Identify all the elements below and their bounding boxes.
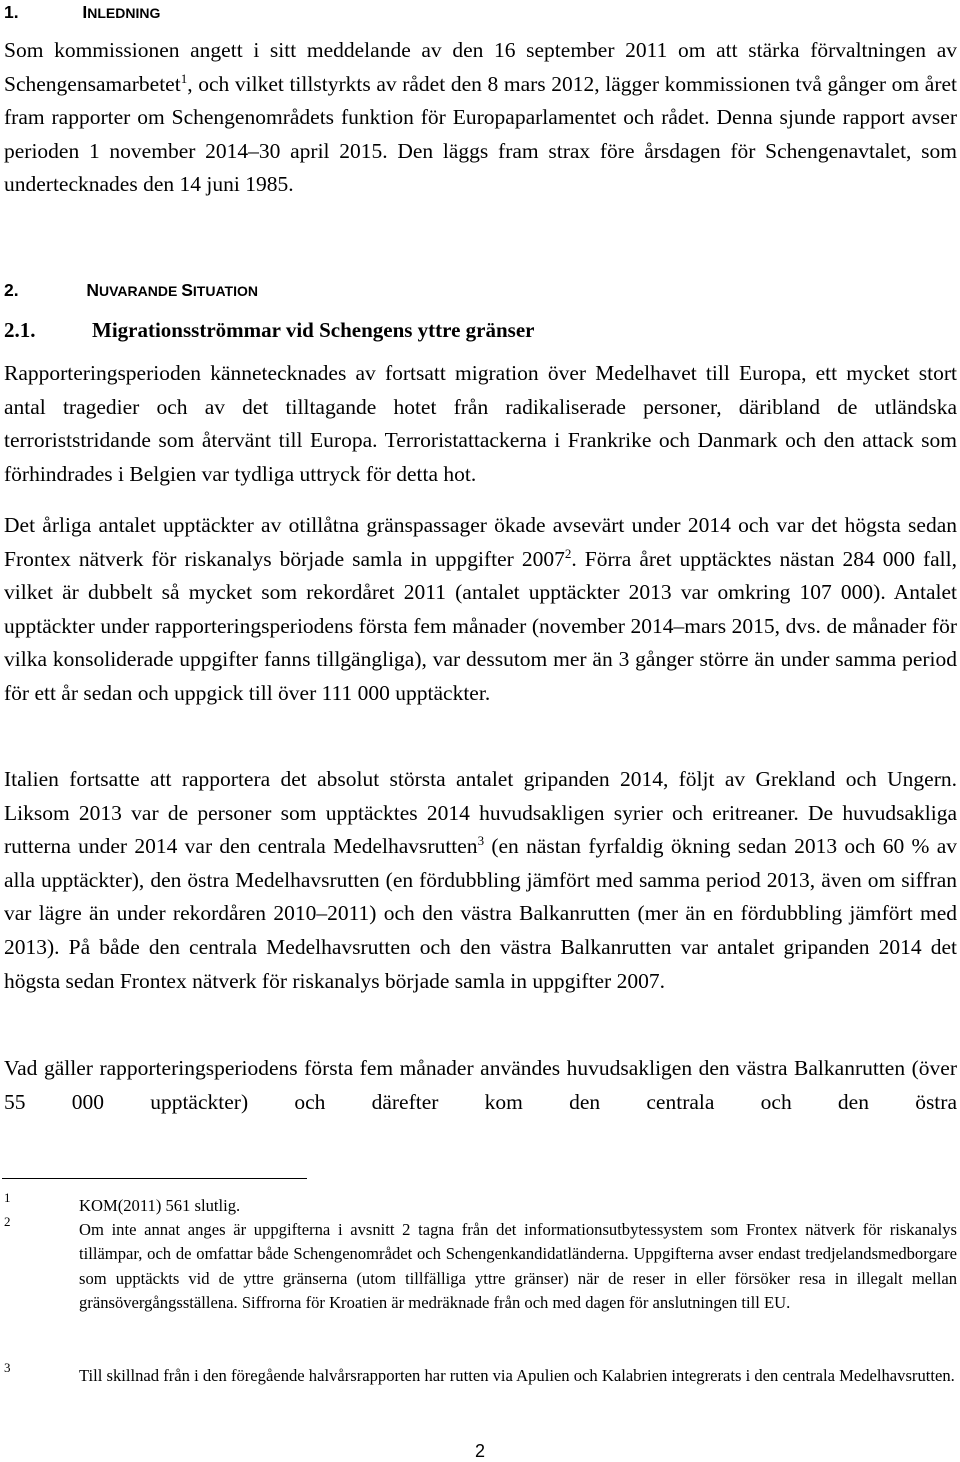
- section-2-title-initial-2: S: [181, 280, 193, 300]
- intro-text-b: , och vilket tillstyrkts av rådet den 8 mars 2012, lägger kommissionen två gånger om året fram rapporter om Schengenområdets funktion för Europaparlamentet och rådet. Denna sjunde rapport avser perioden 1 november 2014–30 april 2015. Den läggs fram strax före årsdagen för Schengenavtalet, som undertecknades den 14 juni 1985.: [4, 71, 957, 197]
- intro-paragraph: [4, 34, 957, 202]
- footnote-2-number: 2: [4, 1214, 11, 1229]
- section-2-title-rest-1: UVARANDE: [99, 283, 182, 299]
- paragraph-migration: Rapporteringsperioden kännetecknades av fortsatt migration över Medelhavet till Europa, ett mycket stort antal tragedier och av det tilltagande hotet från radikaliserade personer, däribland de utländska terroriststridande som återvänt till Europa. Terroristattackerna i Frankrike och Danmark och den attack som förhindrades i Belgien var tydliga uttryck för detta hot.: [4, 361, 957, 486]
- section-1-number: 1.: [4, 2, 19, 22]
- footnote-2-text: Om inte annat anges är uppgifterna i avsnitt 2 tagna från det informationsutbytessystem som Frontex nätverk för riskanalys tillämpar, och de omfattar både Schengenområdet och Schengenkandidatländerna. Uppgifterna avser endast tredjelandsmedborgare som upptäckts vid de yttre gränserna (utom tillfälliga yttre gränser) när de reser in eller försöker resa in illegalt mellan gränsövergångsställena. Siffrorna för Kroatien är medräknade från och med dagen för anslutningen till EU.: [79, 1220, 957, 1312]
- section-2-title-rest-2: ITUATION: [192, 283, 258, 299]
- footnote-1-number: 1: [4, 1190, 11, 1205]
- footnote-ref-2: 2: [564, 545, 572, 561]
- footnote-1-text: KOM(2011) 561 slutlig.: [79, 1196, 241, 1215]
- footnote-ref-1: 1: [180, 70, 188, 86]
- paragraph-detections-b: . Förra året upptäcktes nästan 284 000 fall, vilket är dubbelt så mycket som rekordåret 2011 (antalet upptäckter 2013 var omkring 107 000). Antalet upptäckter under rapporteringsperiodens första fem månader (november 2014–mars 2015, dvs. de månader för vilka konsoliderade uppgifter fanns tillgängliga), var dessutom mer än 3 gånger större än under samma period för ett år sedan och uppgick till över 111 000 upptäckter.: [4, 546, 958, 705]
- page-number: 2: [474, 1441, 485, 1461]
- footnote-3-number: 3: [4, 1360, 11, 1375]
- section-2-1-title: Migrationsströmmar vid Schengens yttre gränser: [92, 318, 535, 342]
- section-2-title-initial-1: N: [86, 280, 99, 300]
- section-2-number: 2.: [4, 280, 19, 300]
- paragraph-reporting-period: Vad gäller rapporteringsperiodens första fem månader användes huvudsakligen den västra Balkanrutten (över 55 000 upptäckter) och därefter kom den centrala och den östra: [4, 1056, 957, 1114]
- paragraph-routes: [4, 763, 957, 998]
- section-1-title-initial: I: [82, 2, 88, 22]
- section-2-1-number: 2.1.: [4, 318, 36, 342]
- section-2-1-heading: [4, 318, 535, 343]
- intro-text-a: Som kommissionen angett i sitt meddelande av den 16 september 2011 om att stärka förvaltningen av Schengensamarbetet: [4, 38, 957, 96]
- footnote-separator: [2, 1178, 307, 1179]
- paragraph-routes-a: Italien fortsatte att rapportera det absolut största antalet gripanden 2014, följt av Grekland och Ungern. Liksom 2013 var de personer som upptäcktes 2014 huvudsakligen syrier och eritreaner. De huvudsakliga rutterna under 2014 var den centrala Medelhavsrutten: [4, 767, 957, 859]
- paragraph-detections-a: Det årliga antalet upptäckter av otillåtna gränspassager ökade avsevärt under 2014 och var det högsta sedan Frontex nätverk för riskanalys började samla in uppgifter 2007: [4, 513, 957, 571]
- footnote-3-text: Till skillnad från i den föregående halvårsrapporten har rutten via Apulien och Kalabrien integrerats i den centrala Medelhavsrutten.: [79, 1366, 955, 1385]
- paragraph-routes-b: (en nästan fyrfaldig ökning sedan 2013 och 60 % av alla upptäckter), den östra Medelhavsrutten (en fördubbling jämfört med samma period 2013, även om siffran var lägre än under rekordåren 2010–2011) och den västra Balkanrutten (mer än en fördubbling jämfört med 2013). På både den centrala Medelhavsrutten och den västra Balkanrutten var antalet gripanden 2014 det högsta sedan Frontex nätverk för riskanalys började samla in uppgifter 2007.: [4, 834, 957, 993]
- section-1-title-rest: NLEDNING: [87, 5, 161, 21]
- footnote-ref-3: 3: [477, 833, 485, 849]
- paragraph-detections: [4, 509, 957, 711]
- section-2-heading: [4, 280, 258, 301]
- section-1-heading: [4, 2, 160, 23]
